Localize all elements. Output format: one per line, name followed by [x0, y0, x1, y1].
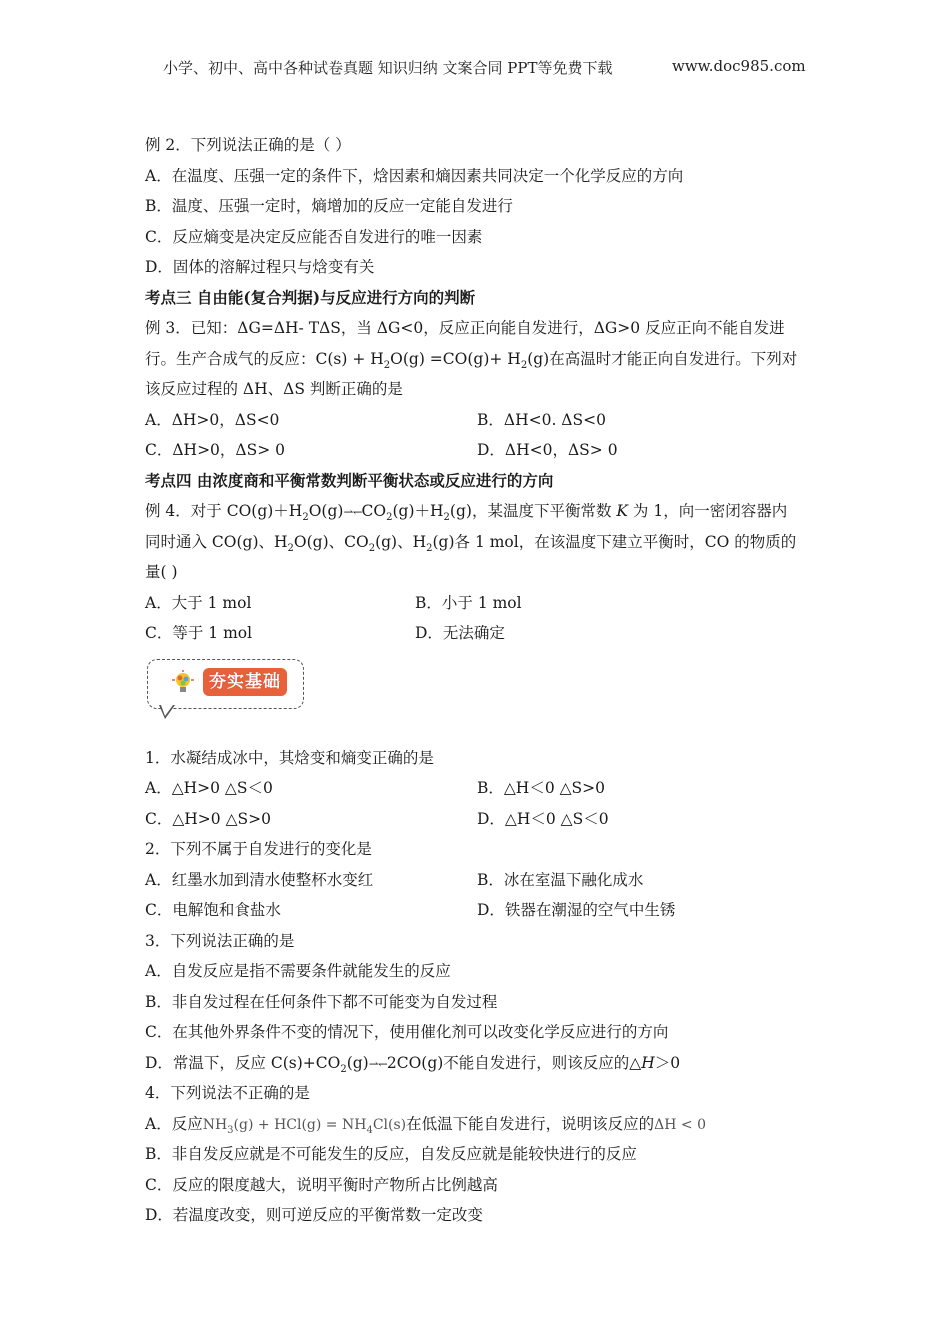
- q4-option-a: A．反应$NH_3(g) + HCl(g) = NH_4Cl(s)$在低温下能自发进行，说明该反应的ΔH < 0: [145, 1114, 706, 1136]
- ex3-line-1: 例 3．已知：ΔG=ΔH- TΔS，当 ΔG<0，反应正向能自发进行，ΔG>0 反应正向不能自发进: [145, 319, 785, 337]
- ex4-option-d: D．无法确定: [415, 624, 505, 642]
- ex2-option-a: A．在温度、压强一定的条件下，焓因素和熵因素共同决定一个化学反应的方向: [145, 166, 684, 185]
- q3-stem: 3．下列说法正确的是: [145, 931, 295, 950]
- ex4-option-b: B．小于 1 mol: [415, 593, 522, 612]
- q2-option-a: A．红墨水加到清水使整杯水变红: [145, 870, 374, 889]
- section-badge: [145, 653, 810, 737]
- q3-option-c: C．在其他外界条件不变的情况下，使用催化剂可以改变化学反应进行的方向: [145, 1023, 669, 1041]
- q4-stem: 4．下列说法不正确的是: [145, 1084, 310, 1102]
- q1-option-d: D．△H＜0 △S＜0: [477, 809, 609, 828]
- q2-stem: 2．下列不属于自发进行的变化是: [145, 840, 372, 858]
- header-url: www.doc985.com: [672, 57, 806, 75]
- q2-option-c: C．电解饱和食盐水: [145, 901, 281, 919]
- q1-options-cd: [145, 804, 810, 835]
- ex4-option-a: A．大于 1 mol: [145, 593, 252, 612]
- badge-title: 夯实基础: [203, 668, 287, 696]
- q4-option-d: D．若温度改变，则可逆反应的平衡常数一定改变: [145, 1206, 483, 1224]
- section-4-heading: 考点四 由浓度商和平衡常数判断平衡状态或反应进行的方向: [145, 470, 554, 490]
- q4-option-b: B．非自发反应就是不可能发生的反应，自发反应就是能较快进行的反应: [145, 1145, 637, 1163]
- equilibrium-arrow-icon: ⇀↽: [343, 505, 362, 519]
- q3-option-a: A．自发反应是指不需要条件就能发生的反应: [145, 962, 451, 980]
- q2-option-d: D．铁器在潮湿的空气中生锈: [477, 901, 676, 919]
- q2-options-cd: [145, 895, 810, 926]
- q1-option-b: B．△H＜0 △S>0: [477, 779, 606, 797]
- q1-option-c: C．△H>0 △S>0: [145, 809, 271, 828]
- ex2-stem: 例 2．下列说法正确的是（ ）: [145, 136, 351, 154]
- ex4-line-2: 同时通入 CO(g)、$H_2O(g)$、$CO_2(g)$、$H_2(g)$各 1 mol，在该温度下建立平衡时，CO 的物质的: [145, 532, 797, 554]
- q2-options-ab: [145, 865, 810, 896]
- q4-equation: $NH_3(g) + HCl(g) = NH_4Cl(s)$: [202, 1116, 407, 1136]
- q3-option-b: B．非自发过程在任何条件下都不可能变为自发过程: [145, 992, 498, 1011]
- ex3-option-a: A．ΔH>0，ΔS<0: [145, 410, 280, 429]
- q3-option-d: D．常温下，反应 $C(s)+CO_2(g)⇀↽2CO(g)$不能自发进行，则该反应的△H＞0: [145, 1053, 681, 1075]
- ex4-line-3: 量( ): [145, 563, 178, 581]
- ex3-options-ab: [145, 405, 810, 436]
- section-3-heading: 考点三 自由能(复合判据)与反应进行方向的判断: [145, 287, 476, 307]
- ex3-option-b: B．ΔH<0. ΔS<0: [477, 410, 606, 429]
- ex2-option-b: B．温度、压强一定时，熵增加的反应一定能自发进行: [145, 197, 513, 215]
- q4-option-c: C．反应的限度越大，说明平衡时产物所占比例越高: [145, 1175, 498, 1194]
- equilibrium-arrow-icon: ⇀↽: [368, 1056, 387, 1071]
- q1-options-ab: [145, 773, 810, 804]
- ex3-option-d: D．ΔH<0，ΔS> 0: [477, 441, 618, 459]
- header-slogan: 小学、初中、高中各种试卷真题 知识归纳 文案合同 PPT等免费下载: [163, 59, 613, 77]
- q2-option-b: B．冰在室温下融化成水: [477, 870, 644, 889]
- ex2-option-c: C．反应熵变是决定反应能否自发进行的唯一因素: [145, 227, 483, 246]
- ex4-line-1: 例 4．对于 $CO(g)+H_2O(g)⇀↽CO_2(g)+H_2(g)$，某温度下平衡常数 K 为 1，向一密闭容器内: [145, 502, 788, 524]
- q4-delta-h: ΔH < 0: [654, 1116, 706, 1133]
- ex4-options-cd: [145, 618, 810, 649]
- lightbulb-icon: [171, 670, 195, 696]
- ex2-option-d: D．固体的溶解过程只与焓变有关: [145, 258, 375, 276]
- ex3-line-3: 该反应过程的 ΔH、ΔS 判断正确的是: [145, 380, 403, 398]
- ex3-option-c: C．ΔH>0，ΔS> 0: [145, 441, 286, 459]
- ex3-options-cd: [145, 435, 810, 466]
- page-header: [0, 57, 950, 79]
- ex4-options-ab: [145, 588, 810, 619]
- q1-stem: 1．水凝结成冰中，其焓变和熵变正确的是: [145, 748, 434, 767]
- q1-option-a: A．△H>0 △S＜0: [145, 779, 273, 797]
- ex3-line-2: 行。生产合成气的反应：$C(s) + H_2O(g) =CO(g)+ H_2(g)$在高温时才能正向自发进行。下列对: [145, 349, 798, 371]
- ex4-option-c: C．等于 1 mol: [145, 624, 253, 642]
- document-body: [145, 130, 810, 1231]
